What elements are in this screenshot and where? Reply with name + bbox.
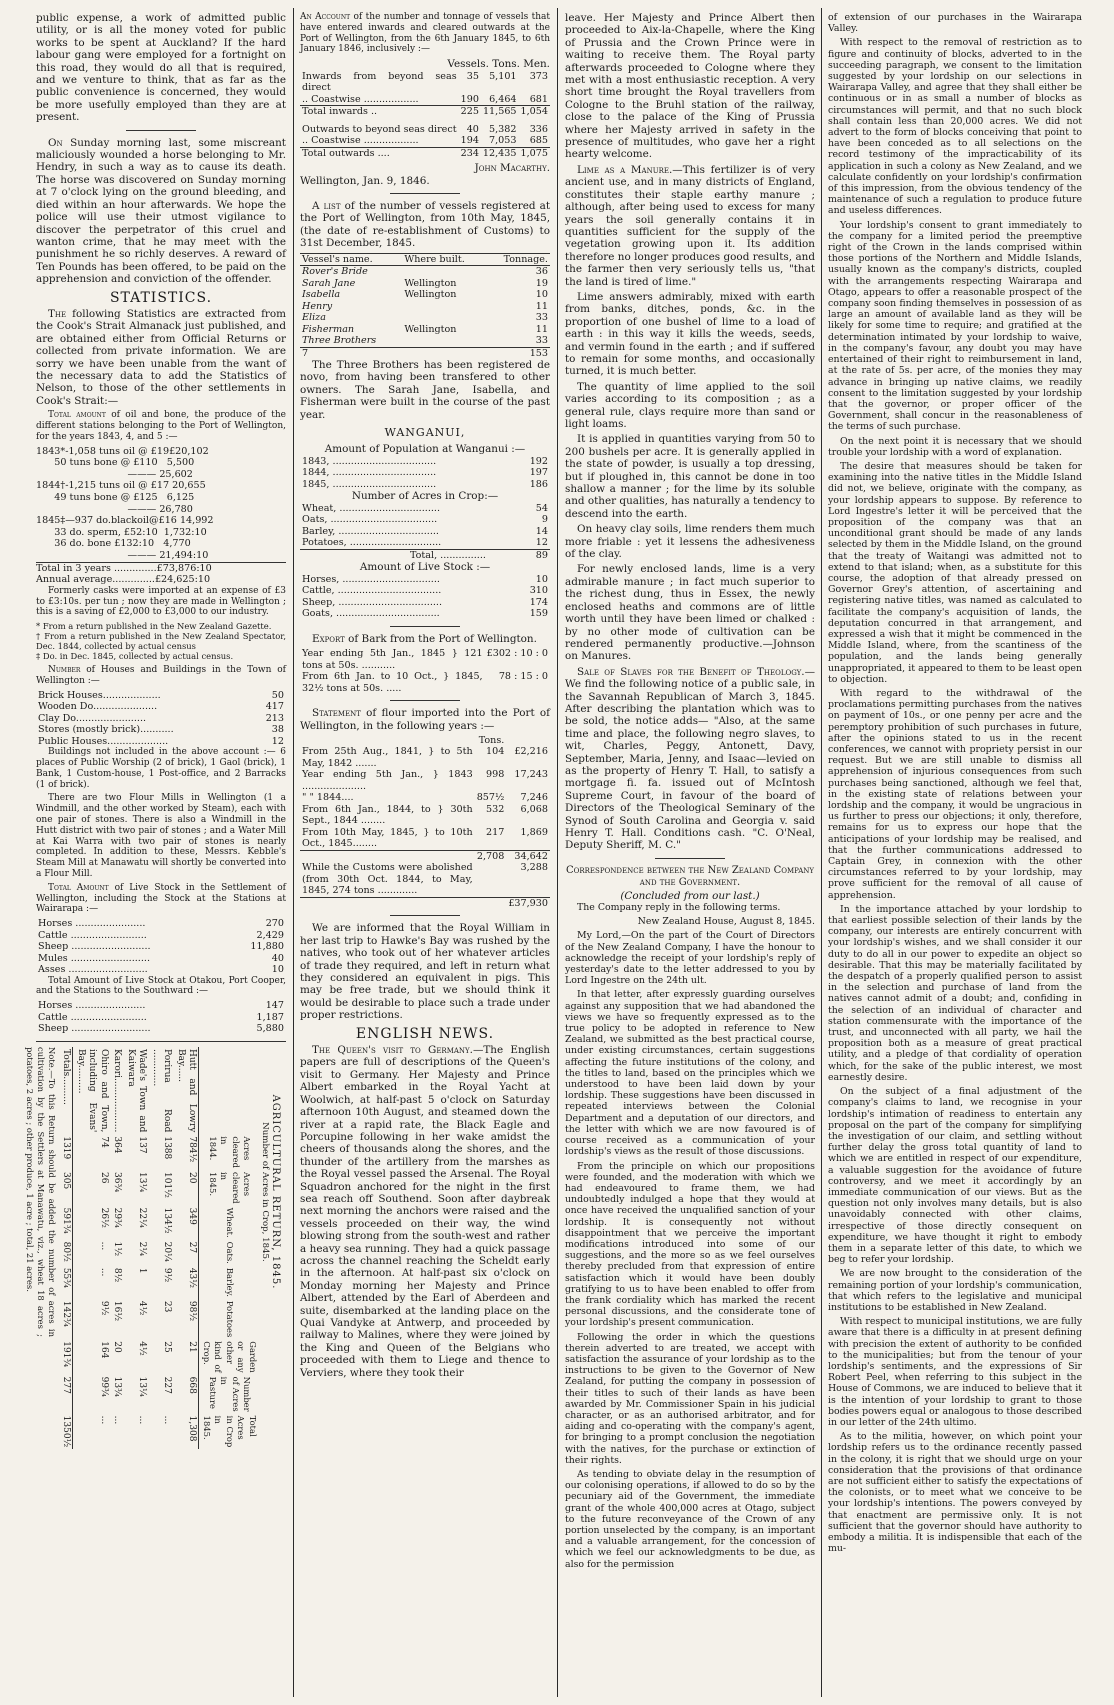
table-row: Potatoes, .............................. 12 (302, 537, 548, 549)
divider (126, 130, 196, 131)
table-row: £37,930 (300, 897, 550, 909)
queen-visit-paragraph: The Queen's visit to Germany.—The English papers are full of descriptions of the Queen's visit to Germany. Her Majesty and Prince Albert embarked in the Royal Yacht at Woolwich, at half-past 5 o'clock on Saturday afternoon 10th August, and steamed down the river at a rapid rate, the Black Eagle and Porcupine following in her wake amidst the cheers of thousands along the shores, and the thunder of the artillery from the marshes as the Royal vessel passed the Arsenal. The Royal Squadron anchored for the night in the first sea reach off Southend. Soon after daybreak next morning the anchors were raised and the vessels proceeded on their way, the wind blowing strong from the south-west and rather a heavy sea running. They had a quick passage across the channel reaching the Scheldt early in the afternoon. At half-past six o'clock on Monday morning her Majesty and Prince Albert, attended by the Earl of Aberdeen and suite, disembarked at the landing place on the Quai Vandyke at Antwerp, and proceeded by railway to Malines, where they were joined by the King and Queen of the Belgians who proceeded with them to Liege and thence to Verviers, where they took their (300, 1044, 550, 1379)
table-row: Total outwards .... 234 12,435 1,075 (302, 147, 548, 159)
footnotes: * From a return published in the New Zealand Gazette. † From a return published in the New Zealand Spectator, Dec. 1844, collected by actual census ‡ Do. in Dec. 1845, collected by actual census. (36, 621, 286, 662)
table-row: Asses .......................... 10 (38, 964, 284, 976)
table-row: Cattle ......................... 1,187 (38, 1011, 284, 1023)
stock2-title: Total Amount of Live Stock at Otakou, Port Cooper, and the Stations to the Southward :— (36, 975, 286, 997)
flour-title: Statement of flour imported into the Port of Wellington, in the following years :— (300, 707, 550, 732)
table-row: Isabella Wellington 10 (302, 289, 548, 301)
table-row: Year ending 5th Jan., } 1843 ..................... 998 17,243 (302, 769, 548, 792)
houses-table (36, 690, 286, 748)
table-row: Horses ....................... 147 (38, 1000, 284, 1012)
column-3 (565, 12, 815, 1697)
horse-paragraph: On Sunday morning last, some miscreant maliciously wounded a horse belonging to Mr. Hendry, in such a way as to cause its death. The horse was discovered on Sunday morning at 7 o'clock lying on the ground bleeding, and died within an hour afterwards. We hope the police will use their utmost vigilance to discover the perpetrator of this cruel and wanton crime, that he may meet with the punishment he so richly deserves. A reward of Ten Pounds has been offered, to be paid on the apprehension and conviction of the offender. (36, 136, 286, 286)
royal-william-paragraph: We are informed that the Royal William in her last trip to Hawke's Bay was rushed by the natives, who took out of her whatever articles of trade they required, and left in return what they considered an equivalent in pigs. This may be free trade, but we should think it would be desirable to place such a trade under proper restrictions. (300, 922, 550, 1022)
signature-place: Wellington, Jan. 9, 1846. (300, 174, 430, 187)
table-row: 1845, .................................. 186 (302, 478, 548, 490)
mills-note: There are two Flour Mills in Wellington (1 a Windmill, and the other worked by Steam), each with one pair of stones. There is also a Windmill in the Hutt district with two pair of stones ; and a Water Mill at Kai Warra with two pair of stones is nearly completed. In addition to these, Messrs. Kebble's Steam Mill at Manawatu will shortly be converted into a Flour Mill. (36, 793, 286, 879)
table-row: Cattle, .................................. 310 (302, 585, 548, 597)
table-row: Cattle ......................... 2,429 (38, 929, 284, 941)
oil-total: Total in 3 years ..............£73,876:10 (36, 562, 286, 575)
correspondence-para: Following the order in which the questions therein adverted to are treated, we accept with satisfaction the assurance of your lordship as to the instructions to be given to the Governor of New Zealand, for putting the company in possession of their titles to such of their lands as have been awarded by Mr. Commissioner Spain in his judicial character, or as an authorised arbitrator, and for aiding and co-operating with the company's agent, for bringing to a prompt conclusion the negotiation with the natives, for the purchase or extinction of their rights. (565, 1331, 815, 1466)
statistics-intro: The following Statistics are extracted from the Cook's Strait Almanack just published, and are obtained either from Official Returns or collected from private information. We are sorry we have been unable from the want of the necessary data to add the Statistics of Nelson, to those of the other settlements in Cook's Strait:— (36, 307, 286, 407)
table-row: Year ending 5th Jan., 1845 } 121 tons at 50s. ........... £302 : 10 : 0 (302, 648, 548, 671)
correspondence-para: From the principle on which our propositions were founded, and the moderation with which we had endeavoured to frame them, we had undoubtedly indulged a hope that they would at once have received the unqualified sanction of your lordship. It is consequently not without disappointment that we perceive the important modifications introduced into some of our suggestions, and the more so as we feel ourselves thereby precluded from that expression of entire satisfaction which it would have been doubly gratifying to us to have been enabled to offer from the frank cordiality which has marked the recent personal discussions, and the considerate tone of your lordship's present communication. (565, 1160, 815, 1329)
column-rule (293, 8, 294, 1697)
table-row: 1843, .................................. 192 (302, 455, 548, 467)
table-row: Three Brothers 33 (302, 335, 548, 347)
table-row: Outwards to beyond seas direct 40 5,382 336 (302, 123, 548, 135)
table-row: Total inwards .. 225 11,565 1,054 (302, 106, 548, 118)
livestock-title: Amount of Live Stock :— (359, 561, 491, 574)
buildings-note: Buildings not included in the above account :— 6 places of Public Worship (2 of brick), 1 Gaol (brick), 1 Bank, 1 Custom-house, 1 Post-office, and 2 Barracks (1 of brick). (36, 747, 286, 790)
table-row: From 25th Aug., 1841, } to 5th May, 1842 ....... 104 £2,216 (302, 746, 548, 769)
casks-note: Formerly casks were imported at an expense of £3 to £3:10s. per tun ; now they are made in Wellington ; this is a saving of £2,000 to £3,000 to our industry. (36, 585, 286, 618)
table-row: Mules .......................... 40 (38, 952, 284, 964)
table-header-row: Tons. (478, 734, 505, 746)
registered-title: A list of the number of vessels registered at the Port of Wellington, from 10th May, 1845, (the date of re-establishment of Customs) to 31st December, 1845. (300, 199, 551, 250)
table-row: Clay Do....................... 213 (38, 712, 284, 724)
lime-paragraph-1: Lime as a Manure.—This fertilizer is of very ancient use, and in many districts of England, constitutes their staple earthy manure ; although, after being used to excess for many years the soil generally contains it in quantities sufficient for the supply of the vegetation growing upon it. Its addition therefore no longer produces good results, and the farmer then very seriously tells us, "that the land is tired of lime." (565, 163, 815, 288)
table-row: Total, ............... 89 (300, 549, 550, 561)
table-row: Brick Houses................... 50 (38, 689, 284, 701)
table-row: 2,708 34,642 (300, 850, 550, 862)
table-row: 1844, .................................. 197 (302, 467, 548, 479)
statistics-heading: STATISTICS. (109, 289, 213, 306)
table-row: Horses, ................................ 10 (302, 573, 548, 585)
letter-para: In the importance attached by your lordship to that earliest possible selection of their lands by the company, our interests are entirely concurrent with your lordship's wishes, and we shall consider it our duty to do all in our power to expedite an object so desirable. That this may be materially facilitated by the despatch of a properly qualified person to assist in the selection and purchase of land from the natives cannot admit of a doubt; and, confiding in the selection of an individual of character and station commensurate with the importance of the trust, and unconnected with all party, we hail the proposition both as a measure of great practical utility, and a pledge of that cordiality of operation which, for the sake of the public interest, we most earnestly desire. (828, 903, 1082, 1083)
table-row: Sheep .......................... 5,880 (38, 1023, 284, 1035)
agricultural-return-subtitle: Number of Acres in Crop, 1845. (260, 1121, 270, 1262)
letter-para: As to the militia, however, on which point your lordship refers us to the ordinance recently passed in the colony, it is right that we should urge on your consideration that the provisions of that ordinance are not sufficient either to satisfy the expectations of the colonists, or to meet what we conceive to be your lordship's intentions. The powers conveyed by that enactment are permissive only. It is not sufficient that the governor should have authority to embody a militia. It is indispensible that each of the mu- (828, 1431, 1082, 1555)
table-row: Oats, ................................... 9 (302, 514, 548, 526)
agricultural-return-title: AGRICULTURAL RETURN, 1845. (270, 1094, 281, 1290)
letter-para: We are now brought to the consideration of the remaining portion of your lordship's communication, that which refers to the legislative and municipal institutions to be established in New Zealand. (828, 1268, 1082, 1313)
table-row: Totals.......... 1319 305 591¾ 80½ 55¾ 142¾ 191¾ 277 1350½ (59, 1047, 73, 1449)
queen-visit-continued: leave. Her Majesty and Prince Albert then proceeded to Aix-la-Chapelle, where the King of Prussia and the Crown Prince were in waiting to receive them. The Royal party afterwards proceeded to Cologne where they met with a most enthusiastic reception. A very short time brought the Royal travellers from Cologne to the Bruhl station of the railway, close to the palace of the King of Prussia where her Majesty arrived in safety in the presence of multitudes, who gave her a right hearty welcome. (565, 12, 815, 161)
registered-vessels-table (300, 253, 550, 360)
letter-para: On the next point it is necessary that we should trouble your lordship with a word of explanation. (828, 435, 1082, 458)
table-row: Wooden Do..................... 417 (38, 701, 284, 713)
lime-paragraph-5: On heavy clay soils, lime renders them much more friable : yet it lessens the adhesiveness of the clay. (565, 523, 815, 561)
table-row: While the Customs were abolished (from 30th Oct. 1844, to May, 1845, 274 tons ............. 3,288 (302, 862, 548, 897)
letter-para: With respect to municipal institutions, we are fully aware that there is a difficulty in at present defining with precision the extent of authority to be confided to the municipalities; but from the tenour of your lordship's sentiments, and the expressions of Sir Robert Peel, when referring to this subject in the House of Commons, we are induced to believe that it is the intention of your lordship to grant to those bodies powers equal or analogous to those described in our letter of the 24th ultimo. (828, 1316, 1082, 1428)
letter-para: With regard to the withdrawal of the proclamations permitting purchases from the natives on payment of 10s., or one penny per acre and the peremptory prohibition of such purchases in future, after the opinions stated to us in the recent conferences, we cannot with propriety persist in our request. But we are still unable to dismiss all apprehension of injurious consequences from such purchases being sanctioned, although we feel that, in the existing state of relations between your lordship and the company, it would be ungracious in us further to press our objections; it only, therefore, remains for us to express our hope that the anticipations of your lordship may be realised, and that the further communications addressed to Captain Grey, in connexion with the other circumstances referred to by your lordship, may prove sufficient for the removal of all cause of apprehension. (828, 687, 1082, 901)
table-row: 7 153 (302, 347, 548, 359)
column-1 (25, 12, 286, 1697)
bark-title: Export of Bark from the Port of Wellington. (312, 632, 537, 645)
divider (390, 915, 460, 916)
table-row: Hutt and Lowry Bay...... 784½ 20 349 27 43½ 98½ 21 668 1,308 (176, 1048, 198, 1442)
table-row: Public Houses.................... 12 (38, 735, 284, 747)
flour-table (300, 735, 550, 910)
table-row: Stores (mostly brick)........... 38 (38, 724, 284, 736)
lime-paragraph-3: The quantity of lime applied to the soil varies according to its composition ; as a general rule, clays require more than sand or light loams. (565, 380, 815, 430)
divider (390, 193, 460, 194)
table-row: Sheep, .................................. 174 (302, 596, 548, 608)
column-4 (828, 12, 1082, 1697)
vessels-inwards-table (300, 71, 550, 118)
stock-title: Total Amount of Live Stock in the Settlement of Wellington, including the Stock at the Stations at Wairarapa :— (36, 882, 286, 915)
crop-title: Number of Acres in Crop:— (351, 490, 499, 503)
vessels-outwards-table (300, 124, 550, 160)
lime-paragraph-6: For newly enclosed lands, lime is a very admirable manure ; in fact much superior to the richest dung, thus in Essex, the newly enclosed heaths and commons are of little worth until they have been limed or chalked : by no other mode of cultivation can be rendered permanently productive.—Johnson on Manures. (565, 563, 815, 663)
table-row: " " 1844.... 857½ 7,246 (302, 792, 548, 804)
table-row: Eliza 33 (302, 312, 548, 324)
letter-para: With respect to the removal of restriction as to figure and continuity of blocks, adverted to in the succeeding paragraph, we consent to the limitation suggested by your lordship on our selections in Wairarapa Valley, and agree that they shall either be continuous or in as small a number of blocks as circumstances will permit, and that no such block shall contain less than 20,000 acres. We did not advert to the form of blocks conceiving that point to have been conceded as to all selections on the record testimony of the impracticability of its application in such a colony as New Zealand, and we calculate confidently on your lordship's confirmation of this impression, from the obvious tendency of the maintenance of such a regulation to produce future and useless differences. (828, 37, 1082, 217)
lime-paragraph-4: It is applied in quantities varying from 50 to 200 bushels per acre. It is generally applied in the state of powder, is usually a top dressing, but if ploughed in, this cannot be done in too shallow a manner ; for the lime by its soluble and other qualities, has naturally a tendency to descend into the earth. (565, 433, 815, 520)
livestock-table (300, 574, 550, 620)
correspondence-para: The Company reply in the following terms. (577, 902, 781, 914)
agricultural-note: Note.—To this Return should be added the number of acres in cultivation by the Settlers at Manawatu, viz., wheat 18 acres ; potatoes, 2 acres ; other produce, 1 acre ; total, 21 acres. (25, 1046, 57, 1337)
divider (655, 858, 725, 859)
letter-para: On the subject of a final adjustment of the company's claims to land, we recognise in your lordship's intimation of readiness to entertain any proposal on the part of the company for simplifying the investigation of our claim, and settling without further delay the gross total quantity of land to which we are entitled in respect of our expenditure, a valuable suggestion for the avoidance of future controversy, and we meet it accordingly by an immediate communication of our views. But as the question not only involves many details, but is also unavoidably connected with other claims, irrespective of those directly consequent on expenditure, we have thought it right to embody them in a separate letter of this date, to which we beg to refer your lordship. (828, 1086, 1082, 1266)
table-row: From 6th Jan., 1844, to } 30th Sept., 1844 ........ 532 6,068 (302, 803, 548, 827)
divider (390, 626, 460, 627)
table-row: Barley, ................................. 14 (302, 525, 548, 537)
stock2-table (36, 1000, 286, 1035)
signature: John Macarthy. (474, 162, 550, 175)
table-row: Sarah Jane Wellington 19 (302, 277, 548, 289)
population-table (300, 456, 550, 491)
wanganui-population-title: Amount of Population at Wanganui :— (324, 443, 526, 456)
correspondence-dateline: New Zealand House, August 8, 1845. (637, 916, 815, 928)
correspondence-subheading: (Concluded from our last.) (620, 889, 760, 902)
table-row: Goats, .................................. 159 (302, 608, 548, 620)
agricultural-return-rotated (25, 1046, 281, 1448)
correspondence-para: My Lord,—On the part of the Court of Directors of the New Zealand Company, I have the honour to acknowledge the receipt of your lordship's reply of yesterday's date to the letter addressed to you by Lord Ingestre on the 24th ult. (565, 930, 815, 987)
oil-bone-table: 1843*-1,058 tuns oil @ £19£20,102 50 tuns bone @ £110 5,500 ——— 25,602 1844†-1,215 tuns oil @ £17 20,655 49 tuns bone @ £125 6,125 ——— 26,780 1845‡—937 do.blackoil@£16 14,992 33 do. sperm, £52:10 1,732:10 36 do. bone £132:10 4,770 ——— 21,494:10 (36, 445, 214, 561)
english-news-heading: ENGLISH NEWS. (355, 1025, 495, 1042)
divider (390, 700, 460, 701)
table-header-row: Vessel's name. Where built. Tonnage. (302, 253, 548, 265)
lime-paragraph-2: Lime answers admirably, mixed with earth from banks, ditches, ponds, &c. in the proportion of one bushel of lime to a load of earth : in this way it kills the weeds, seeds, and vermin found in the earth ; and if suffered to remain for some months, and occasionally turned, it is much better. (565, 290, 815, 378)
agricultural-table (59, 1047, 259, 1449)
table-row: .. Coastwise .................. 194 7,053 685 (302, 135, 548, 147)
table-row: From 10th May, 1845, } to 10th Oct., 1845........ 217 1,869 (302, 826, 548, 850)
table-header-row: Acres cleared in 1844. Acres cleared in 1845. Wheat. Oats. Barley. Potatoes Garden or any other kind of Crop. Number of Acres in Pasture Total Acres in Crop in 1845. (199, 1047, 259, 1449)
table-row: Karori................... 364 36¾ 29¾ 1½ 8½ 16½ 20 13¾ ... (112, 1048, 123, 1424)
table-row: .. Coastwise .................. 190 6,464 681 (302, 93, 548, 105)
letter-para: The desire that measures should be taken for examining into the native titles in the Middle Island did not, we believe, originate with the company, as your lordship appears to suppose. By reference to Lord Ingestre's letter it will be perceived that the proposition of the company was that an unconditional grant should be made of any lands selected by them in the Middle Island, on the ground that the treaty of Waitangi was admitted not to extend to that island; when, as a substitute for this course, the adoption of that already pressed on Governor Grey's attention, of ascertaining and registering native titles, was named as calculated to facilitate the company's acquisition of lands, the deputation concurred in that arrangement, and expressed a wish that it might be commenced in the Middle Island, where, from the scantiness of the population, and the lands being generally unappropriated, it appeared to them to be least open to objection. (828, 460, 1082, 685)
crop-table (300, 503, 550, 562)
correspondence-para: In that letter, after expressly guarding ourselves against any supposition that we had abandoned the views we have so frequently expressed as to the true policy to be adopted in reference to New Zealand, we submitted as the best practical course, under existing circumstances, certain suggestions affecting the future institutions of the colony, and the titles to land, based on the principles which we understood to have been laid down by your lordship. These suggestions have been discussed in repeated interviews between the Colonial Department and a deputation of our directors, and the letter with which we are now favoured is of course received as a communication of your lordship's views as the result of those discussions. (565, 989, 815, 1158)
column-rule (821, 8, 822, 1697)
table-row: From 6th Jan. to 10 Oct., } 1845, 32½ tons at 50s. ..... 78 : 15 : 0 (302, 671, 548, 694)
table-row: Inwards from beyond seas direct 35 5,101 373 (302, 70, 548, 94)
oil-bone-title: Total amount of oil and bone, the produce of the different stations belonging to the Port of Wellington, for the years 1843, 4, and 5 :— (36, 410, 286, 442)
table-row: Wade's Town and Kaiwara 137 13¼ 22¼ 2¼ 1 4½ 4½ 13¼ ... (126, 1048, 148, 1424)
agricultural-return (25, 1041, 286, 1448)
stock-table (36, 918, 286, 976)
vessels-columns: Vessels. Tons. Men. (447, 58, 550, 71)
table-row: Wheat, ................................. 54 (302, 502, 548, 514)
table-row: Sheep .......................... 11,880 (38, 941, 284, 953)
oil-average: Annual average..............£24,625:10 (36, 574, 211, 586)
table-row: Rover's Bride 36 (302, 266, 548, 278)
letter-para: of extension of our purchases in the Wairarapa Valley. (828, 12, 1082, 35)
table-row: Horses ....................... 270 (38, 918, 284, 930)
wanganui-heading: WANGANUI, (384, 426, 466, 440)
houses-title: Number of Houses and Buildings in the Town of Wellington :— (36, 665, 286, 686)
letter-para: Your lordship's consent to grant immediately to the company for a limited period the preemptive right of the Crown in the lands comprised within those portions of the Northern and Middle Islands, usually known as the company's districts, coupled with the arrangements respecting Wairarapa and Otago, appears to offer a reasonable prospect of the company soon finding themselves in possession of as large an amount of available land as they will be likely for some time to require; and gratified at the determination intimated by your lordship to waive, in the company's favour, any doubt you may have entertained of their right to reimbursement in land, at the rate of 5s. per acre, of the monies they may advance in bringing up native claims, we readily consent to the limitation suggested by your lordship that the governor, or proper officer of the Government, shall concur in the reasonableness of the terms of such purchase. (828, 219, 1082, 433)
table-row: Fisherman Wellington 11 (302, 323, 548, 335)
table-row: Porirua Road ............. 1388 101½ 134½ 20¼ 9½ 23 25 227 ... (151, 1048, 173, 1424)
correspondence-heading: Correspondence between the New Zealand Company and the Government. (566, 864, 814, 889)
table-row: Henry 11 (302, 300, 548, 312)
public-works-paragraph: public expense, a work of admitted public utility, or is all the money voted for public works to be spent at Auckland? If the hard labour gang were employed for a fortnight on this road, they would do all that is required, and we venture to think, that as far as the public convenience is concerned, they would be more usefully employed than they are at present. (36, 12, 286, 124)
slaves-paragraph: Sale of Slaves for the Benefit of Theology.—We find the following notice of a public sale, in the Savannah Republican of March 3, 1845. After describing the plantation which was to be sold, the notice adds— "Also, at the same time and place, the following negro slaves, to wit, Charles, Peggy, Antonett, Davy, September, Maria, Jenny, and Isaac—levied on as the property of Henry T. Hall, to satisfy a mortgage fi. fa. issued out of McIntosh Supreme Court, in favour of the board of Directors of the Theological Seminary of the Synod of South Carolina and Georgia v. said Henry T. Hall. Conditions cash. "C. O'Neal, Deputy Sheriff, M. C." (565, 665, 815, 852)
column-rule (557, 8, 558, 1697)
table-row: Ohiro and Town, including Evans' Bay.......... 74 26 26½ ... ... 9½ 164 99¾ ... (76, 1048, 109, 1424)
correspondence-para: As tending to obviate delay in the resumption of our colonising operations, if allowed to do so by the pecuniary aid of the Government, the immediate grant of the whole 400,000 acres at Otago, subject to the future reconveyance of the Crown of any portion unselected by the company, is an important and a valuable arrangement, for the concession of which we feel our acknowledgments to be due, as also for the permission (565, 1468, 815, 1570)
bark-table (300, 648, 550, 694)
vessels-title: An Account of the number and tonnage of vessels that have entered inwards and cleared outwards at the Port of Wellington, from the 6th January 1845, to 6th January 1846, inclusively :— (300, 12, 550, 55)
column-2 (300, 12, 550, 1697)
registered-note: The Three Brothers has been registered de novo, from having been transfered to other owners. The Sarah Jane, Isabella, and Fisherman were built in the course of the past year. (300, 359, 550, 421)
